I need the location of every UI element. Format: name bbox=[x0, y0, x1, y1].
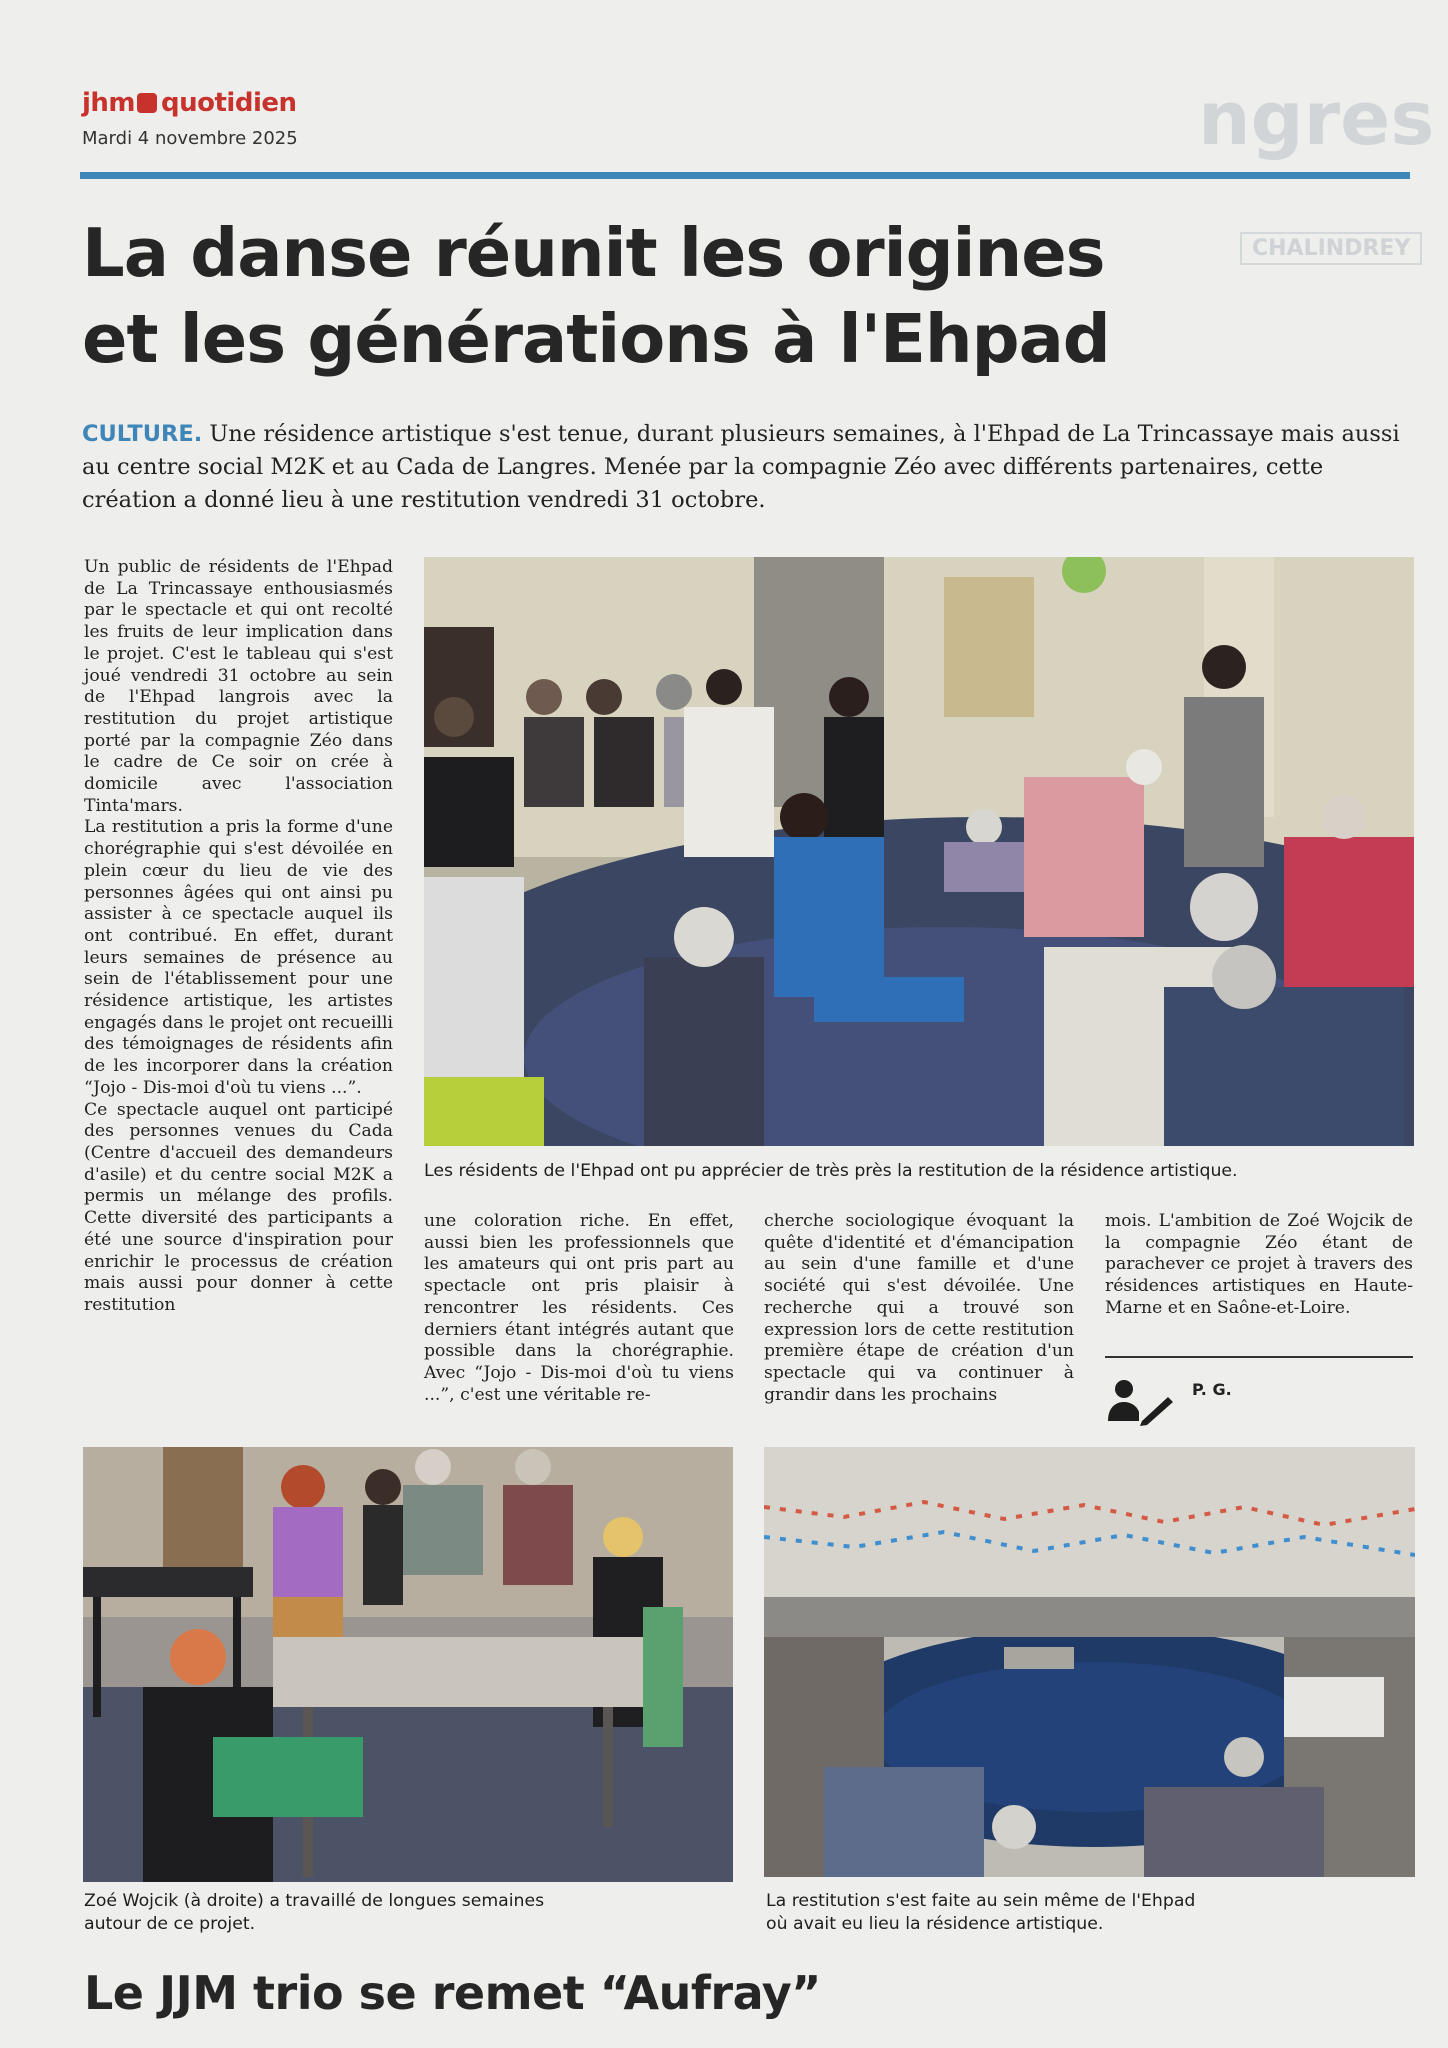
caption-line: autour de ce projet. bbox=[84, 1914, 256, 1934]
author-pen-icon bbox=[1104, 1375, 1174, 1431]
article-headline bbox=[82, 210, 1242, 382]
body-paragraph: Un public de résidents de l'Ehpad de La Trincassaye enthousiasmés par le spectacle et qui ont recolté les fruits de leur implication dans le projet. C'est le tableau qui s'est joué vendredi 31 octobre au sein de l'Ehpad langrois avec la restitution du projet artistique porté par la compagnie Zéo dans le cadre de Ce soir on crée à domicile avec l'association Tinta'mars. bbox=[84, 557, 393, 816]
headline-line-1: La danse réunit les origines bbox=[82, 214, 1105, 292]
main-photo-caption: Les résidents de l'Ehpad ont pu apprécier de très près la restitution de la résidence artistique. bbox=[424, 1161, 1238, 1181]
main-photo bbox=[424, 557, 1414, 1146]
bleed-section-title: ngres bbox=[1198, 76, 1435, 162]
body-paragraph: mois. L'ambition de Zoé Wojcik de la compagnie Zéo étant de parachever ce projet à travers des résidences artistiques en Haute-Marne et en Saône-et-Loire. bbox=[1105, 1211, 1413, 1318]
brand-suffix: quotidien bbox=[161, 88, 297, 118]
headline-line-2: et les générations à l'Ehpad bbox=[82, 300, 1110, 378]
section-kicker: CULTURE. bbox=[82, 421, 203, 447]
next-article-headline: Le JJM trio se remet “Aufray” bbox=[84, 1966, 821, 2020]
body-paragraph: cherche sociologique évoquant la quête d'identité et d'émancipation au sein d'une famille et d'une société qui s'est dévoilée. Une recherche qui a trouvé son expression lors de cette restitution première étape de création d'un spectacle qui va continuer à grandir dans les prochains bbox=[764, 1211, 1074, 1405]
caption-line: où avait eu lieu la résidence artistique. bbox=[766, 1914, 1104, 1934]
article-lede bbox=[82, 418, 1402, 517]
brand-logo bbox=[82, 88, 297, 118]
caption-line: La restitution s'est faite au sein même de l'Ehpad bbox=[766, 1891, 1196, 1911]
signature-rule bbox=[1105, 1356, 1413, 1358]
caption-line: Zoé Wojcik (à droite) a travaillé de longues semaines bbox=[84, 1891, 545, 1911]
body-paragraph: une coloration riche. En effet, aussi bien les professionnels que les amateurs qui ont pris part au spectacle ont pris plaisir à rencontrer les résidents. Ces derniers étant intégrés autant que possible dans la chorégraphie. Avec “Jojo - Dis-moi d'où tu viens ...”, c'est une véritable re- bbox=[424, 1211, 734, 1405]
body-paragraph: Ce spectacle auquel ont participé des personnes venues du Cada (Centre d'accueil des demandeurs d'asile) et du centre social M2K a permis un mélange des profils. Cette diversité des participants a été une source d'inspiration pour enrichir le processus de création mais aussi pour donner à cette restitution bbox=[84, 1099, 393, 1315]
body-column-3 bbox=[764, 1211, 1074, 1406]
author-initials: P. G. bbox=[1192, 1380, 1232, 1399]
body-column-4 bbox=[1105, 1211, 1413, 1320]
lede-text: Une résidence artistique s'est tenue, durant plusieurs semaines, à l'Ehpad de La Trincassaye mais aussi au centre social M2K et au Cada de Langres. Menée par la compagnie Zéo avec différents partenaires, cette création a donné lieu à une restitution vendredi 31 octobre. bbox=[82, 421, 1400, 513]
body-paragraph: La restitution a pris la forme d'une chorégraphie qui s'est dévoilée en plein cœur du lieu de vie des personnes âgées qui ont ainsi pu assister à ce spectacle auquel ils ont contribué. En effet, durant leurs semaines de présence au sein de l'établissement pour une résidence artistique, les artistes engagés dans le projet ont recueilli des témoignages de résidents afin de les incorporer dans la création “Jojo - Dis-moi d'où tu viens ...”. bbox=[84, 817, 393, 1098]
header-rule bbox=[80, 172, 1410, 179]
photo-hall bbox=[764, 1447, 1415, 1877]
musician-photo-caption bbox=[84, 1890, 684, 1936]
brand-prefix: jhm bbox=[82, 88, 136, 118]
issue-date: Mardi 4 novembre 2025 bbox=[82, 128, 298, 149]
body-column-2 bbox=[424, 1211, 734, 1406]
photo-musician bbox=[83, 1447, 733, 1882]
hall-photo-caption bbox=[766, 1890, 1366, 1936]
body-column-1 bbox=[84, 557, 393, 1317]
logo-mark-icon bbox=[137, 93, 157, 113]
bleed-rubric: CHALINDREY bbox=[1240, 232, 1422, 265]
